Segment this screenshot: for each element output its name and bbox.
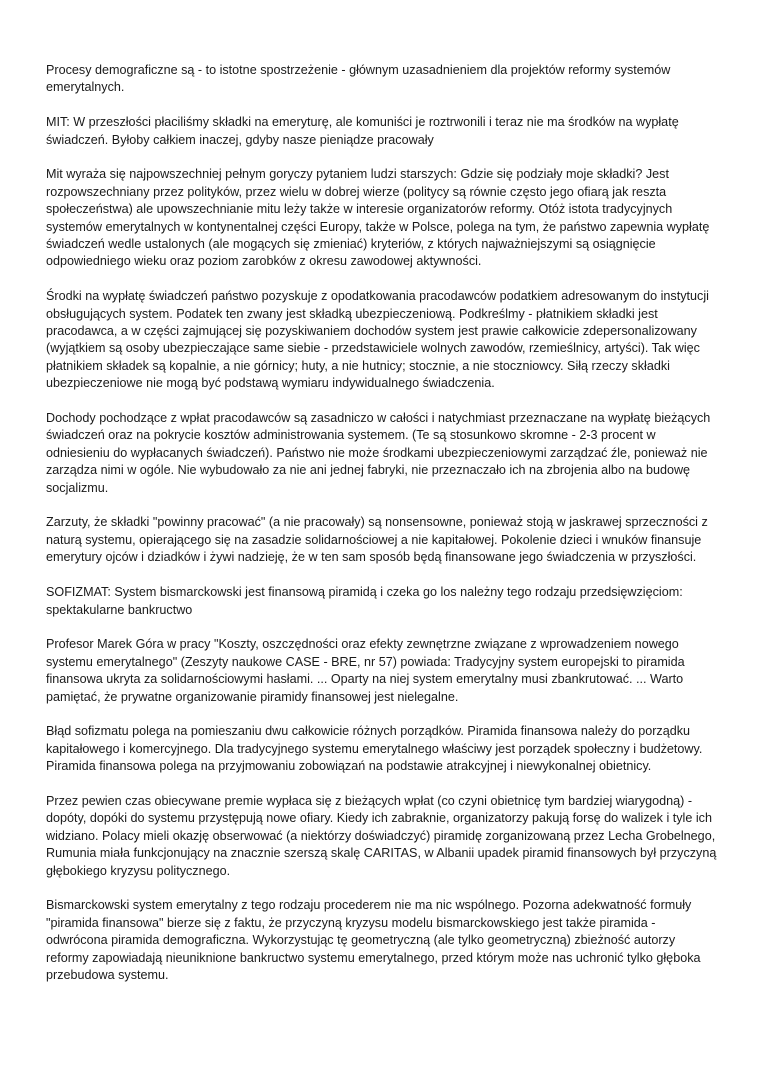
- paragraph-intro: Procesy demograficzne są - to istotne spostrzeżenie - głównym uzasadnieniem dla projektów reformy systemów emerytalnych.: [46, 63, 671, 95]
- paragraph-sophism-heading: SOFIZMAT: System bismarckowski jest finansową piramidą i czeka go los należny tego rodzaju przedsięwzięciom: spektakularne bankructwo: [46, 585, 683, 617]
- paragraph-gora-quote: Profesor Marek Góra w pracy "Koszty, oszczędności oraz efekty zewnętrzne związane z wprowadzeniem nowego systemu emerytalnego" (Zeszyty naukowe CASE - BRE, nr 57) powiada: Tradycyjny system europejski to piramida finansowa ukryta za solidarnościowymi hasłami. ... Oparty na niej system emerytalny musi zbankrutować. ... Warto pamiętać, że prywatne organizowanie piramidy finansowej jest nielegalne.: [46, 637, 685, 704]
- paragraph-conclusion: Bismarckowski system emerytalny z tego rodzaju procederem nie ma nic wspólnego. Pozorna adekwatność formuły "piramida finansowa" bierze się z faktu, że przyczyną kryzysu modelu bismarckowskiego jest także piramida - odwrócona piramida demograficzna. Wykorzystując tę geometryczną (ale tylko geometryczną) zbieżność autorzy reformy zapowiadają nieuniknione bankructwo systemu emerytalnego, przed którym może nas uchronić tylko głęboka przebudowa systemu.: [46, 898, 701, 982]
- paragraph-sophism-error: Błąd sofizmatu polega na pomieszaniu dwu całkowicie różnych porządków. Piramida finansowa należy do porządku kapitałowego i komercyjnego. Dla tradycyjnego systemu emerytalnego właściwy jest porządek społeczny i budżetowy. Piramida finansowa polega na przyjmowaniu zobowiązań na podstawie atrakcyjnej i niewykonalnej obietnicy.: [46, 724, 703, 774]
- paragraph-income-usage: Dochody pochodzące z wpłat pracodawców są zasadniczo w całości i natychmiast przeznaczane na wypłatę bieżących świadczeń oraz na pokrycie kosztów administrowania systemem. (Te są stosunkowo skromne - 2-3 procent w odniesieniu do wypłacanych świadczeń). Państwo nie może środkami ubezpieczeniowymi zarządzać źle, ponieważ nie zarządza nimi w ogóle. Nie wybudowało za nie ani jednej fabryki, nie przeznaczało ich na zbrojenia albo na budowę socjalizmu.: [46, 411, 711, 495]
- paragraph-funding-sources: Środki na wypłatę świadczeń państwo pozyskuje z opodatkowania pracodawców podatkiem adresowanym do instytucji obsługujących system. Podatek ten zwany jest składką ubezpieczeniową. Podkreślmy - płatnikiem składki jest pracodawca, a w części zajmującej się pozyskiwaniem dochodów system jest prawie całkowicie zdepersonalizowany (wyjątkiem są osoby ubezpieczające same siebie - przedstawiciele wolnych zawodów, rzemieślnicy, artyści). Tak więc płatnikiem składek są kopalnie, a nie górnicy; huty, a nie hutnicy; stocznie, a nie stoczniowcy. Siłą rzeczy składki ubezpieczeniowe nie mogą być podstawą wymiaru indywidualnego świadczenia.: [46, 289, 709, 391]
- paragraph-pyramid-examples: Przez pewien czas obiecywane premie wypłaca się z bieżących wpłat (co czyni obietnicę tym bardziej wiarygodną) - dopóty, dopóki do systemu przystępują nowe ofiary. Kiedy ich zabraknie, organizatorzy pakują forsę do walizek i tyle ich widziano. Polacy mieli okazję obserwować (a niektórzy doświadczyć) piramidę zorganizowaną przez Lecha Grobelnego, Rumunia miała funkcjonujący na znacznie szerszą skalę CARITAS, w Albanii upadek piramid finansowych był przyczyną głębokiego kryzysu politycznego.: [46, 793, 717, 878]
- document-page: [46, 62, 718, 1002]
- paragraph-myth-explanation: Mit wyraża się najpowszechniej pełnym goryczy pytaniem ludzi starszych: Gdzie się podziały moje składki? Jest rozpowszechniany przez polityków, przez wielu w dobrej wierze (politycy są równie często jego ofiarą jak reszta społeczeństwa) ale upowszechnianie mitu leży także w interesie organizatorów reformy. Otóż istota tradycyjnych systemów emerytalnych w kontynentalnej części Europy, także w Polsce, polega na tym, że państwo zapewnia wypłatę świadczeń wedle ustalonych (ale mogących się zmieniać) kryteriów, z których najważniejszymi są osiągnięcie odpowiedniego wieku oraz poziom zarobków z okresu zawodowej aktywności.: [46, 167, 710, 269]
- paragraph-myth-heading: MIT: W przeszłości płaciliśmy składki na emeryturę, ale komuniści je roztrwonili i teraz nie ma środków na wypłatę świadczeń. Byłoby całkiem inaczej, gdyby nasze pieniądze pracowały: [46, 115, 679, 147]
- paragraph-contributions-critique: Zarzuty, że składki "powinny pracować" (a nie pracowały) są nonsensowne, ponieważ stoją w jaskrawej sprzeczności z naturą systemu, opierającego się na zasadzie solidarnościowej a nie kapitałowej. Pokolenie dzieci i wnuków finansuje emerytury ojców i dziadków i żywi nadzieję, że w ten sam sposób będą finansowane jego świadczenia w przyszłości.: [46, 515, 708, 565]
